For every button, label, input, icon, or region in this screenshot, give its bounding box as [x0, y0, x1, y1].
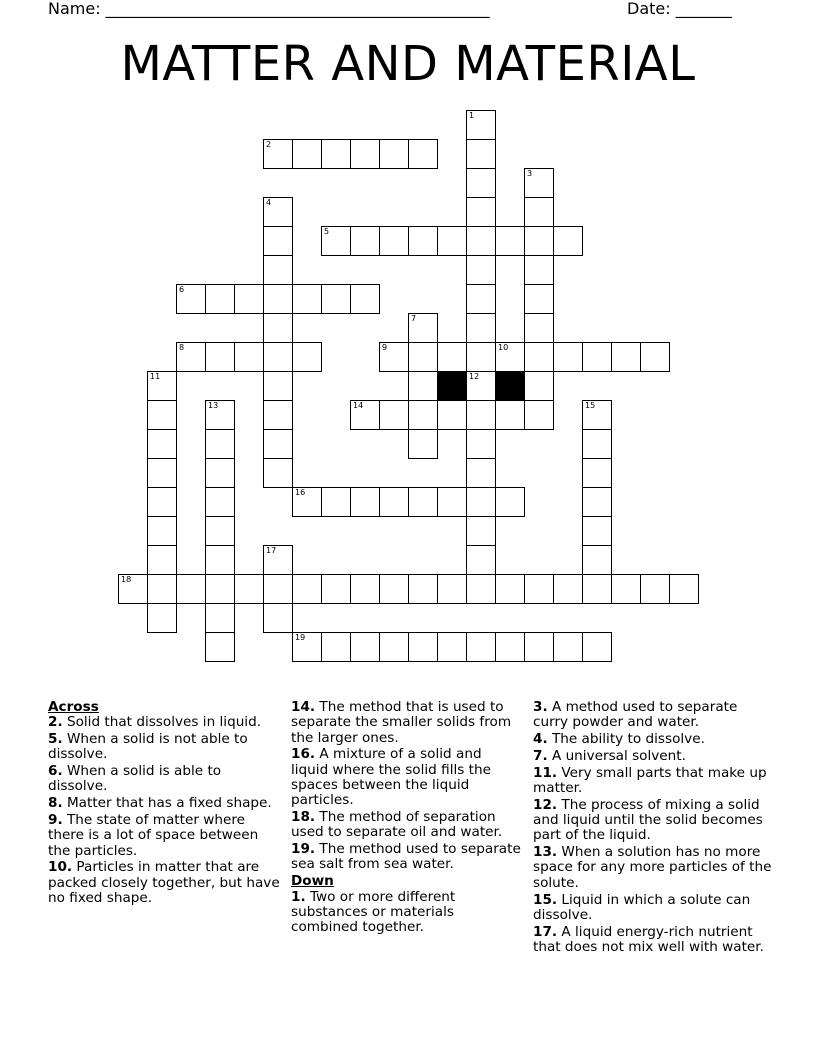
grid-cell[interactable] — [147, 400, 177, 430]
grid-cell[interactable] — [524, 197, 554, 227]
grid-cell[interactable] — [582, 516, 612, 546]
clue-number: 11 — [150, 372, 161, 381]
grid-cell[interactable] — [524, 284, 554, 314]
clue-number: 6. — [48, 763, 63, 780]
grid-cell[interactable] — [640, 574, 670, 604]
grid-cell[interactable] — [379, 139, 409, 169]
clue-number: 5 — [324, 227, 330, 236]
grid-cell[interactable] — [350, 632, 380, 662]
grid-cell[interactable] — [495, 632, 525, 662]
grid-cell[interactable] — [495, 487, 525, 517]
clue-number: 16. — [291, 746, 316, 763]
clue-number: 8. — [48, 795, 63, 812]
grid-cell[interactable] — [321, 574, 351, 604]
grid-cell[interactable] — [524, 226, 554, 256]
grid-cell[interactable] — [553, 574, 583, 604]
grid-cell[interactable] — [408, 574, 438, 604]
clue-number: 3. — [533, 699, 548, 715]
grid-cell[interactable] — [205, 400, 235, 430]
grid-cell[interactable] — [147, 429, 177, 459]
grid-cell[interactable] — [205, 429, 235, 459]
grid-cell[interactable] — [466, 168, 496, 198]
clue-number: 16 — [295, 488, 306, 497]
grid-cell[interactable] — [611, 574, 641, 604]
clue-number: 5. — [48, 731, 63, 748]
grid-cell[interactable] — [292, 284, 322, 314]
clue-item: 4. The ability to dissolve. — [533, 731, 705, 748]
clue-number: 14. — [291, 699, 316, 715]
clue-number: 7 — [411, 314, 417, 323]
clue-number: 13. — [533, 844, 558, 861]
grid-cell[interactable] — [437, 400, 467, 430]
clue-number: 9 — [382, 343, 388, 352]
grid-cell[interactable] — [263, 429, 293, 459]
clue-number: 19. — [291, 841, 316, 858]
clue-column-1 — [48, 700, 280, 908]
grid-cell[interactable] — [176, 574, 206, 604]
grid-cell[interactable] — [205, 516, 235, 546]
clue-item: 10. Particles in matter that are packed closely together, but have no fixed shape. — [48, 859, 280, 907]
grid-cell[interactable] — [263, 458, 293, 488]
clue-number: 19 — [295, 633, 306, 642]
clue-item: 2. Solid that dissolves in liquid. — [48, 714, 262, 731]
clue-item: 13. When a solution has no more space for any more particles of the solute. — [533, 844, 772, 891]
clue-item: 11. Very small parts that make up matter. — [533, 764, 767, 796]
grid-cell[interactable] — [263, 139, 293, 169]
grid-cell[interactable] — [321, 632, 351, 662]
across-heading: Across — [48, 699, 99, 715]
grid-cell[interactable] — [205, 545, 235, 575]
grid-cell[interactable] — [379, 632, 409, 662]
clue-number: 15 — [585, 401, 596, 410]
grid-cell[interactable] — [466, 516, 496, 546]
clue-item: 9. The state of matter where there is a lot of space between the particles. — [48, 812, 259, 859]
grid-cell[interactable] — [234, 342, 264, 372]
date-field[interactable]: Date: _______ — [627, 0, 732, 18]
grid-cell[interactable] — [205, 458, 235, 488]
grid-cell[interactable] — [611, 342, 641, 372]
clue-item: 3. A method used to separate curry powder and water. — [533, 699, 738, 731]
grid-cell[interactable] — [321, 487, 351, 517]
clue-number: 3 — [527, 169, 533, 178]
clue-number: 13 — [208, 401, 219, 410]
grid-cell[interactable] — [292, 487, 322, 517]
grid-cell[interactable] — [466, 574, 496, 604]
clue-number: 9. — [48, 812, 63, 829]
grid-cell[interactable] — [524, 400, 554, 430]
grid-cell[interactable] — [408, 226, 438, 256]
grid-cell[interactable] — [408, 429, 438, 459]
grid-cell[interactable] — [669, 574, 699, 604]
grid-cell[interactable] — [234, 284, 264, 314]
clue-number: 7. — [533, 747, 548, 764]
grid-cell[interactable] — [524, 313, 554, 343]
grid-cell[interactable] — [466, 139, 496, 169]
grid-cell[interactable] — [292, 342, 322, 372]
clue-item: 19. The method used to separate sea salt from sea water. — [291, 841, 521, 873]
grid-cell[interactable] — [147, 574, 177, 604]
clue-item: 5. When a solid is not able to dissolve. — [48, 731, 248, 763]
grid-cell[interactable] — [263, 284, 293, 314]
grid-cell[interactable] — [263, 400, 293, 430]
grid-cell[interactable] — [147, 458, 177, 488]
grid-cell[interactable] — [524, 168, 554, 198]
clue-number: 6 — [179, 285, 185, 294]
grid-cell[interactable] — [524, 342, 554, 372]
name-field[interactable]: Name: ________________________________________________ — [48, 0, 490, 18]
grid-cell[interactable] — [495, 226, 525, 256]
grid-cell[interactable] — [437, 342, 467, 372]
grid-cell[interactable] — [524, 632, 554, 662]
clue-item: 8. Matter that has a fixed shape. — [48, 795, 272, 812]
clue-number: 14 — [353, 401, 364, 410]
grid-cell[interactable] — [466, 458, 496, 488]
grid-cell[interactable] — [379, 487, 409, 517]
grid-cell[interactable] — [524, 574, 554, 604]
clue-item: 12. The process of mixing a solid and liquid until the solid becomes part of the liquid. — [533, 796, 763, 844]
grid-cell[interactable] — [263, 371, 293, 401]
grid-cell[interactable] — [147, 545, 177, 575]
grid-cell[interactable] — [263, 313, 293, 343]
grid-cell[interactable] — [466, 371, 496, 401]
grid-cell[interactable] — [379, 400, 409, 430]
grid-cell[interactable] — [263, 545, 293, 575]
grid-cell[interactable] — [582, 545, 612, 575]
page-title: MATTER AND MATERIAL — [120, 36, 696, 92]
clue-item: 16. A mixture of a solid and liquid where the solid fills the spaces between the liquid particles. — [291, 746, 491, 809]
grid-cell[interactable] — [118, 574, 148, 604]
clue-item: 15. Liquid in which a solute can dissolve. — [533, 891, 751, 923]
grid-cell[interactable] — [379, 574, 409, 604]
grid-cell[interactable] — [437, 487, 467, 517]
clue-number: 11. — [533, 764, 558, 781]
grid-cell[interactable] — [263, 226, 293, 256]
grid-cell[interactable] — [292, 574, 322, 604]
grid-cell[interactable] — [205, 574, 235, 604]
grid-cell[interactable] — [524, 255, 554, 285]
grid-cell[interactable] — [147, 603, 177, 633]
grid-cell[interactable] — [350, 400, 380, 430]
grid-cell[interactable] — [524, 371, 554, 401]
clue-number: 10. — [48, 859, 73, 876]
grid-cell[interactable] — [234, 574, 264, 604]
clue-item: 17. A liquid energy-rich nutrient that does not mix well with water. — [533, 923, 764, 955]
grid-cell[interactable] — [466, 545, 496, 575]
grid-cell[interactable] — [379, 342, 409, 372]
grid-cell[interactable] — [437, 226, 467, 256]
clue-number: 12 — [469, 372, 480, 381]
grid-cell[interactable] — [408, 487, 438, 517]
clue-number: 2. — [48, 714, 63, 731]
clue-number: 8 — [179, 343, 185, 352]
grid-cell[interactable] — [466, 284, 496, 314]
grid-cell[interactable] — [582, 400, 612, 430]
grid-cell[interactable] — [205, 487, 235, 517]
grid-cell[interactable] — [466, 400, 496, 430]
clue-number: 10 — [498, 343, 509, 352]
grid-cell[interactable] — [350, 139, 380, 169]
grid-cell[interactable] — [466, 429, 496, 459]
clue-number: 17. — [533, 923, 558, 940]
grid-cell[interactable] — [263, 574, 293, 604]
grid-cell[interactable] — [350, 226, 380, 256]
grid-cell[interactable] — [205, 632, 235, 662]
grid-cell[interactable] — [205, 603, 235, 633]
grid-cell[interactable] — [350, 487, 380, 517]
grid-cell[interactable] — [350, 574, 380, 604]
grid-cell[interactable] — [437, 574, 467, 604]
grid-cell[interactable] — [263, 197, 293, 227]
grid-cell[interactable] — [466, 110, 496, 140]
grid-cell[interactable] — [582, 429, 612, 459]
clue-number: 4 — [266, 198, 272, 207]
grid-cell[interactable] — [321, 284, 351, 314]
grid-cell[interactable] — [582, 458, 612, 488]
grid-cell[interactable] — [263, 603, 293, 633]
grid-cell[interactable] — [466, 632, 496, 662]
header — [0, 0, 816, 20]
grid-cell[interactable] — [263, 342, 293, 372]
grid-cell[interactable] — [408, 342, 438, 372]
clue-item: 14. The method that is used to separate the smaller solids from the larger ones. — [291, 699, 512, 746]
grid-cell[interactable] — [553, 226, 583, 256]
grid-cell[interactable] — [553, 632, 583, 662]
grid-cell[interactable] — [437, 632, 467, 662]
grid-cell[interactable] — [466, 487, 496, 517]
grid-cell[interactable] — [495, 574, 525, 604]
clue-column-2 — [291, 700, 523, 937]
grid-cell[interactable] — [408, 371, 438, 401]
grid-cell[interactable] — [408, 139, 438, 169]
grid-cell[interactable] — [582, 632, 612, 662]
clue-column-3 — [533, 700, 773, 957]
grid-cell[interactable] — [495, 342, 525, 372]
clue-number: 2 — [266, 140, 272, 149]
clue-number: 18. — [291, 809, 316, 826]
grid-cell[interactable] — [147, 487, 177, 517]
grid-cell[interactable] — [408, 313, 438, 343]
grid-cell-black — [495, 371, 525, 401]
clue-item: 7. A universal solvent. — [533, 747, 686, 764]
grid-cell[interactable] — [582, 342, 612, 372]
grid-cell[interactable] — [292, 632, 322, 662]
clue-item: 6. When a solid is able to dissolve. — [48, 763, 222, 795]
down-heading: Down — [291, 873, 334, 890]
grid-cell[interactable] — [263, 255, 293, 285]
grid-cell[interactable] — [350, 284, 380, 314]
grid-cell[interactable] — [466, 255, 496, 285]
grid-cell[interactable] — [205, 342, 235, 372]
clue-number: 15. — [533, 891, 558, 908]
clue-number: 12. — [533, 796, 558, 813]
grid-cell[interactable] — [176, 342, 206, 372]
clue-item: 18. The method of separation used to separate oil and water. — [291, 809, 503, 841]
clue-number: 17 — [266, 546, 277, 555]
grid-cell[interactable] — [466, 197, 496, 227]
grid-cell[interactable] — [205, 284, 235, 314]
grid-cell[interactable] — [553, 342, 583, 372]
grid-cell[interactable] — [147, 371, 177, 401]
clue-item: 1. Two or more different substances or materials combined together. — [291, 888, 456, 936]
grid-cell[interactable] — [408, 400, 438, 430]
grid-cell[interactable] — [582, 487, 612, 517]
grid-cell[interactable] — [147, 516, 177, 546]
clue-number: 1 — [469, 111, 475, 120]
clue-number: 18 — [121, 575, 132, 584]
grid-cell[interactable] — [321, 226, 351, 256]
grid-cell[interactable] — [292, 139, 322, 169]
grid-cell[interactable] — [640, 342, 670, 372]
grid-cell-black — [437, 371, 467, 401]
grid-cell[interactable] — [176, 284, 206, 314]
grid-cell[interactable] — [495, 400, 525, 430]
grid-cell[interactable] — [466, 313, 496, 343]
grid-cell[interactable] — [408, 632, 438, 662]
grid-cell[interactable] — [379, 226, 409, 256]
grid-cell[interactable] — [466, 226, 496, 256]
grid-cell[interactable] — [321, 139, 351, 169]
clue-number: 1. — [291, 888, 306, 905]
clue-number: 4. — [533, 731, 548, 748]
grid-cell[interactable] — [582, 574, 612, 604]
